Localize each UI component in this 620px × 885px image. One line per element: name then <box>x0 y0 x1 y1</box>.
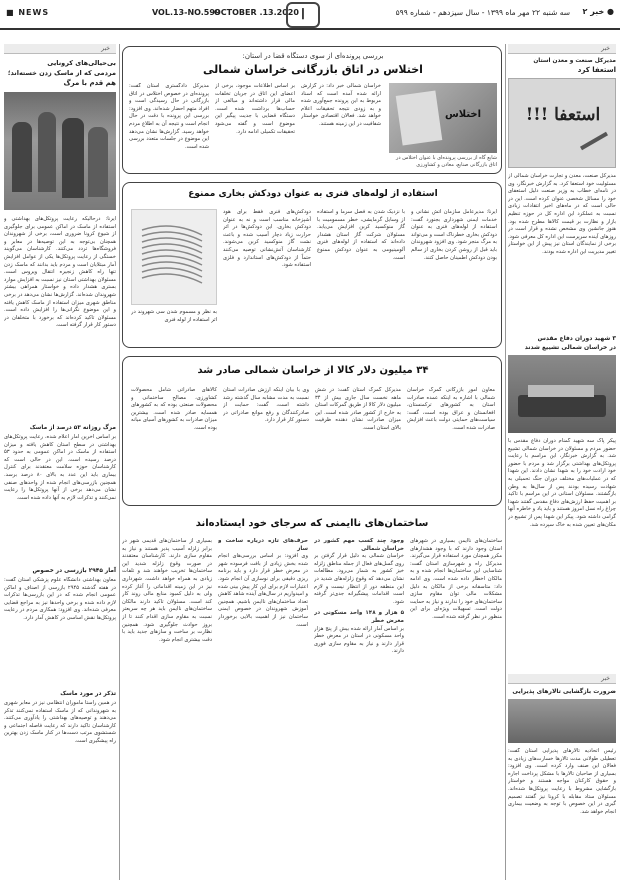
left-title-3: هم قدم با مرگ <box>63 79 116 87</box>
top-article-title: اختلاس در اتاق بازرگانی خراسان شمالی <box>203 63 423 76</box>
chimney-article-box <box>122 182 502 348</box>
export-article-box <box>122 356 502 506</box>
left-article-body: ایرنا: درحالیکه رعایت پروتکل‌های بهداشتی و استفاده از ماسک در اماکن عمومی برای جلوگیری از شیوع کرونا ضروری است، برخی از شهروندان همچنان بی‌توجه به این توصیه‌ها در معابر و فروشگاه‌ها تردد می‌کنند. کارشناسان می‌گویند خستگی از رعایت پروتکل‌ها یکی از عوامل افزایش آمار مبتلایان است و مردم باید بدانند که ماسک زدن تنها راه کاهش زنجیره انتقال ویروس است. مسئولان بهداشتی استان نیز نسبت به افزایش موارد بستری هشدار داده و خواستار همراهی بیشتر شهروندان شده‌اند. گزارش‌ها نشان می‌دهد در برخی مناطق شهری میزان استفاده از ماسک کاهش یافته و این موضوع نگرانی‌ها را افزایش داده است. مسئولان تاکید کرده‌اند که برخورد با متخلفان در دستور کار قرار گرفته است. <box>4 216 116 329</box>
buildings-subhead-a: وجود چند کسب مهم کشور در خراسان شمالی <box>314 538 404 552</box>
export-article-col-3: مدیرکل گمرک استان گفت: در شش ماهه نخست سال جاری بیش از ۳۴ میلیون دلار کالا از طریق گمرکات استان به خارج از کشور صادر شده است. این میزان صادرات نشان دهنده ظرفیت بالای استان است. <box>315 387 401 431</box>
right-article-body-3: رئیس اتحادیه تالارهای پذیرایی استان گفت: تعطیلی طولانی مدت تالارها خسارت‌های زیادی به فعالان این صنف وارد کرده است. وی افزود: بسیاری از صاحبان تالارها با مشکل پرداخت اجاره و حقوق کارکنان مواجه هستند و خواستار بازگشایی مشروط با رعایت پروتکل‌ها شده‌اند. مسئولان ستاد مقابله با کرونا نیز گفتند تصمیم گیری در این خصوص با توجه به وضعیت بیماری انجام خواهد شد. <box>508 748 616 815</box>
column-divider <box>505 44 506 880</box>
left-subhead-3: تذکر در مورد ماسک <box>60 691 116 697</box>
chimney-photo-caption: به نظر و مسموم شدن سی شهروند در اثر استفاده از لوله فنری <box>131 309 217 323</box>
right-column-header: خبر <box>508 44 616 54</box>
embezzlement-photo-caption: شایع گاه از بررسی پرونده‌ای با عنوان اختلاس در اتاق بازرگانی صنایع، معادن و کشاورزی <box>395 155 497 168</box>
page-label: ● خبر ۲ <box>582 7 614 16</box>
left-title-1: بی‌حیالی‌های کرونایی <box>47 59 116 67</box>
top-article-col-3: خراسان شمالی خبر داد: در گزارش ارائه شده آمده است که اسناد مربوط به این پرونده جمع‌آوری شده و به زودی نتیجه تحقیقات اعلام خواهد شد. فعالان اقتصادی خواستار شفافیت در این زمینه هستند. <box>301 83 381 127</box>
embezzlement-photo <box>389 83 497 153</box>
column-divider <box>119 44 120 880</box>
volume-number: VOL.13-NO.599 <box>152 8 221 17</box>
buildings-subhead-b: ۵ هزار و ۱۴۸ واحد مسکونی در معرض خطر <box>314 610 404 624</box>
export-article-title: ۳۴ میلیون دلار کالا از خراسان شمالی صادر شد <box>197 365 429 376</box>
persian-date: سه شنبه ۲۲ مهر ماه ۱۳۹۹ - سال سیزدهم - شماره ۵۹۹ <box>395 8 570 17</box>
right-title-1: مدیرکل صنعت و معدن استان <box>533 58 616 64</box>
chimney-article-col-2: با نزدیک شدن به فصل سرما و استفاده از وسایل گرمایشی، خطر مسمومیت با گاز منوکسید کربن افزایش می‌یابد. مسئولان شرکت گاز استان هشدار داده‌اند که استفاده از لوله‌های فنری آلومینیومی به عنوان دودکش ممنوع است. <box>317 209 405 261</box>
resignation-photo-text: استعفا !!! <box>525 105 601 125</box>
crowd-photo <box>4 92 116 210</box>
top-article-col-2: بر اساس اطلاعات موجود، برخی از اعضای این اتاق در جریان تخلفات مالی قرار داشته‌اند و مبالغی از حساب‌ها برداشت شده است. دستگاه قضایی با جدیت پیگیر این موضوع است و گفته می‌شود تحقیقات تکمیلی ادامه دارد. <box>215 83 295 135</box>
section-label: ■ NEWS <box>6 8 50 17</box>
right-title-3: ۳ شهید دوران دفاع مقدس <box>537 335 616 342</box>
right-title-5: ضرورت بازگشایی تالارهای پذیرایی <box>512 688 616 695</box>
export-article-col-2: وی با بیان اینکه ارزش صادرات استان نسبت به مدت مشابه سال گذشته رشد داشته است، گفت: حمایت از صادرکنندگان و رفع موانع صادراتی در دستور کار قرار دارد. <box>223 387 309 424</box>
right-title-4: در خراسان شمالی تشییع شدند <box>524 344 616 351</box>
top-article-col-1: مدیرکل دادگستری استان گفت: پرونده‌ای در خصوص اختلاس در اتاق بازرگانی در حال رسیدگی است و افراد متهم احضار شده‌اند. وی افزود: بررسی این پرونده با دقت در حال انجام است و نتیجه آن به اطلاع مردم خواهد رسید. گزارش‌ها نشان می‌دهد این موضوع در جلسات متعدد بررسی شده است. <box>129 83 209 150</box>
right-column <box>508 44 616 880</box>
top-article-box <box>122 46 502 174</box>
chimney-article-col-3: ایرنا: مدیرعامل سازمان آتش نشانی و خدمات ایمنی شهرداری بجنورد گفت: استفاده از لوله‌های فنری به عنوان دودکش بخاری خطرناک است و می‌تواند به مرگ منجر شود. وی افزود شهروندان باید قبل از روشن کردن بخاری از سالم بودن دودکش اطمینان حاصل کنند. <box>411 209 497 261</box>
flexible-pipe-photo <box>131 209 217 305</box>
embezzlement-photo-text: اختلاس <box>444 109 482 120</box>
buildings-article-title: ساختمان‌های ناایمنی که سرجای خود ایستاده‌اند <box>195 518 429 529</box>
chimney-article-col-1: دودکش‌های فنری فقط برای هود آشپزخانه مناسب است و نه به عنوان دودکش بخاری. این دودکش‌ها در اثر حرارت زیاد دچار آسیب شده و باعث نشت گاز منوکسید کربن می‌شوند. کارشناسان آتش‌نشانی توصیه می‌کنند حتماً از دودکش‌های استاندارد و فلزی استفاده شود. <box>223 209 311 269</box>
export-article-col-1: کالاهای صادراتی شامل محصولات کشاورزی، مصالح ساختمانی و محصولات صنعتی بوده که به کشورهای همسایه صادر شده است. بیشترین میزان صادرات به کشورهای آسیای میانه بوده است. <box>131 387 217 431</box>
center-column <box>122 44 502 880</box>
buildings-article <box>122 514 502 880</box>
left-article-body-4: در همین راستا ماموران انتظامی نیز در معابر شهری به شهروندانی که از ماسک استفاده نمی‌کنند تذکر می‌دهند و توصیه‌های بهداشتی را یادآوری می‌کنند. کارشناسان تاکید دارند که رعایت فاصله اجتماعی و شستشوی مرتب دست‌ها در کنار ماسک زدن بهترین راه پیشگیری است. <box>4 700 116 744</box>
left-column <box>4 44 116 880</box>
left-subhead-1: مرگ روزانه ۵۳ درصد از ماسک <box>29 425 116 431</box>
left-title-2: مردمی که از ماسک زدن خسته‌اند؛ <box>7 69 116 77</box>
buildings-article-col-2: حرف‌های تازه درباره ساخت و ساز وی افزود: بر اساس بررسی‌های انجام شده بخش زیادی از بافت فرسوده شهر در معرض خطر قرار دارد و باید برنامه ریزی دقیقی برای نوسازی آن انجام شود. اعتبارات لازم برای این کار پیش بینی شده و امیدواریم در سال‌های آینده شاهد کاهش تعداد ساختمان‌های ناایمن باشیم. همچنین آموزش شهروندان در خصوص ایمنی ساختمان نیز از اهمیت بالایی برخوردار است. <box>218 538 308 628</box>
left-column-header: خبر <box>4 44 116 54</box>
buildings-article-col-4: ساختمان‌های ناایمن بسیاری در شهرهای استان وجود دارند که با وجود هشدارهای مکرر همچنان مورد استفاده قرار می‌گیرند. مدیرکل راه و شهرسازی استان گفت: شناسایی این ساختمان‌ها انجام شده و به مالکان اخطار داده شده است. وی ادامه داد: متاسفانه برخی از مالکان به دلیل مشکلات مالی توان مقاوم سازی ساختمان‌های خود را ندارند و نیاز به حمایت دولت است. تسهیلات ویژه‌ای برای این منظور در نظر گرفته شده است. <box>410 538 502 620</box>
buildings-article-col-3: وجود چند کسب مهم کشور در خراسان شمالی خراسان شمالی به دلیل قرار گرفتن بر روی گسل‌های فعال از جمله مناطق زلزله خیز کشور به شمار می‌رود. مطالعات نشان می‌دهد که وقوع زلزله‌های شدید در این منطقه دور از انتظار نیست و لازم است اقدامات پیشگیرانه جدی‌تر گرفته شود. ۵ هزار و ۱۴۸ واحد مسکونی در معرض خطر بر اساس آمار ارائه شده بیش از پنج هزار واحد مسکونی در استان در معرض خطر قرار دارند و نیاز به مقاوم سازی فوری دارند. <box>314 538 404 655</box>
right-column-header-2: خبر <box>508 674 616 684</box>
chimney-article-title: استفاده از لوله‌های فنری به عنوان دودکش بخاری ممنوع <box>188 189 438 199</box>
left-article-body-2: بر اساس آخرین آمار اعلام شده، رعایت پروتکل‌های بهداشتی در سطح استان کاهش یافته و میزان استفاده از ماسک در اماکن عمومی به حدود ۵۳ درصد رسیده است. این در حالی است که کارشناسان حوزه سلامت معتقدند برای کنترل بیماری باید این عدد به بالای ۸۰ درصد برسد. همچنین بازرسی‌های انجام شده از واحدهای صنفی نشان می‌دهد برخی از آنها پروتکل‌ها را رعایت نمی‌کنند و تذکرات لازم به آنها داده شده است. <box>4 434 116 501</box>
left-article-body-3: معاون بهداشتی دانشگاه علوم پزشکی استان گفت: در هفته گذشته ۲۹۴۵ بازرسی از اصناف و اماکن عمومی انجام شده که در این بازرسی‌ها تذکرات لازم داده شده و برخی واحدها نیز به مراجع قضایی معرفی شده‌اند. وی افزود: همکاری مردم در رعایت پروتکل‌ها نقش اساسی در کاهش آمار دارد. <box>4 577 116 621</box>
resignation-photo <box>508 78 616 168</box>
issue-date: OCTOBER .13.2020 <box>214 8 299 17</box>
right-article-body-1: مدیرکل صنعت، معدن و تجارت خراسان شمالی از مسئولیت خود استعفا کرد. به گزارش خبرنگار، وی در نامه‌ای خطاب به وزیر صنعت دلیل استعفای خود را مسائل شخصی عنوان کرده است. این در حالی است که در ماه‌های اخیر انتقادات زیادی نسبت به عملکرد این اداره کل در حوزه تنظیم بازار و نظارت بر قیمت کالاها مطرح شده بود. هنوز جانشین وی مشخص نشده و قرار است در روزهای آینده سرپرست این اداره کل معرفی شود. برخی از نمایندگان استان نیز پیش از این خواستار تغییر مدیریت این اداره شده بودند. <box>508 173 616 255</box>
top-article-lead: بررسی پرونده‌ای از سوی دستگاه قضا در استان: <box>242 52 384 60</box>
left-subhead-2: آمار ۲۹۴۵ بازرسی در خصوص <box>32 568 116 574</box>
right-article-body-2: پیکر پاک سه شهید گمنام دوران دفاع مقدس با حضور مردم و مسئولان در خراسان شمالی تشییع شد. به گزارش خبرنگار، این مراسم با رعایت پروتکل‌های بهداشتی برگزار شد و مردم با حضور خود ارادت خود را به شهدا نشان دادند. این شهدا که در عملیات‌های مختلف دوران جنگ تحمیلی به شهادت رسیده بودند پس از سال‌ها به وطن بازگشتند. مسئولان استانی در این مراسم با تاکید بر اهمیت حفظ ارزش‌های دفاع مقدس گفتند شهدا چراغ راه نسل امروز هستند و باید یاد و خاطره آنها گرامی داشته شود. پیکر این شهدا پس از تشییع در مکان‌های تعیین شده به خاک سپرده شد. <box>508 438 616 528</box>
buildings-subhead-c: حرف‌های تازه درباره ساخت و ساز <box>218 538 308 552</box>
export-article-col-4: معاون امور بازرگانی گمرک خراسان شمالی با اشاره به اینکه عمده صادرات استان به کشورهای ترکمنستان، افغانستان و عراق بوده است، گفت: سیاست‌های حمایتی دولت باعث افزایش صادرات شده است. <box>407 387 495 431</box>
buildings-article-col-1: بسیاری از ساختمان‌های قدیمی شهر در برابر زلزله آسیب پذیر هستند و نیاز به مقاوم سازی دارند. کارشناسان معتقدند در صورت وقوع زلزله شدید این ساختمان‌ها تخریب خواهند شد و تلفات زیادی به همراه خواهد داشت. شهرداری نیز در این زمینه اقداماتی را آغاز کرده ولی به دلیل کمبود منابع مالی روند کار کند است. مسئولان تاکید دارند مالکان ساختمان‌های ناایمن باید هر چه سریعتر نسبت به مقاوم سازی اقدام کنند تا از بروز حوادث جلوگیری شود. همچنین نظارت بر ساخت و سازهای جدید باید با دقت بیشتری انجام شود. <box>122 538 212 643</box>
wedding-hall-photo <box>508 699 616 743</box>
funeral-photo <box>508 355 616 433</box>
right-title-2: استعفا کرد <box>577 66 616 74</box>
masthead <box>0 0 620 30</box>
newspaper-logo: ا <box>286 2 320 28</box>
